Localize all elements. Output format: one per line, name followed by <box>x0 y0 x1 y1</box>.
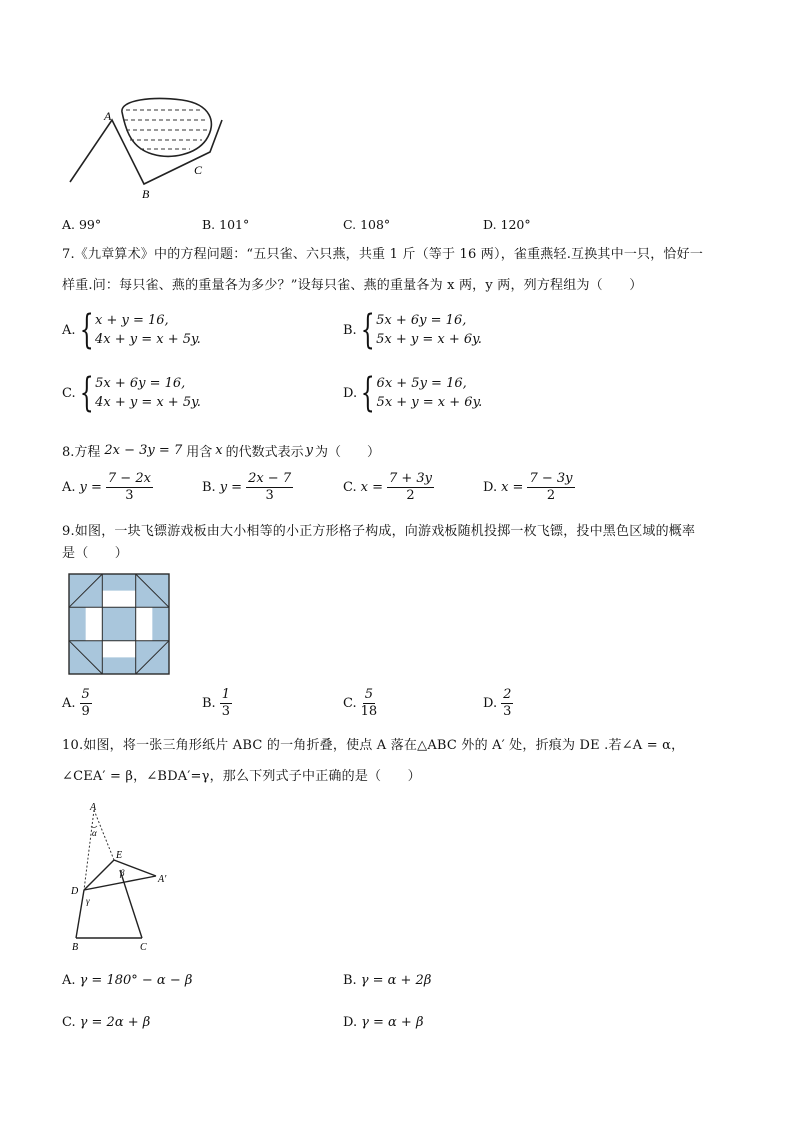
q7-c-eq2: 4x + y = x + 5y. <box>95 395 201 410</box>
q10-option-c[interactable] <box>62 1015 150 1030</box>
q8-c-num: 7 + 3y <box>387 472 434 488</box>
q10-b-letter: B. <box>343 973 357 988</box>
q8-option-c[interactable] <box>343 472 434 504</box>
q7-option-a-letter: A. <box>62 322 76 338</box>
q8-stem-equation: 2x − 3y = 7 <box>104 443 183 458</box>
q8-b-letter: B. <box>202 480 216 496</box>
q8-stem-var-y: y <box>305 443 313 458</box>
q8-c-fraction <box>387 472 434 504</box>
q9-a-letter: A. <box>62 696 76 712</box>
q8-c-den: 2 <box>406 488 415 504</box>
q10-stem-line1: 10.如图，将一张三角形纸片 ABC 的一角折叠，使点 A 落在△ABC 外的 A′ 处，折痕为 DE .若∠A = α， <box>62 738 685 753</box>
q10-a-letter: A. <box>62 973 76 988</box>
q7-option-c[interactable] <box>62 370 201 416</box>
q9-b-fraction <box>220 688 232 720</box>
q10-label-B: B <box>72 942 79 952</box>
q9-c-fraction <box>361 688 378 720</box>
q9-shade-right <box>152 607 169 640</box>
q9-b-den: 3 <box>221 704 230 720</box>
q8-c-letter: C. <box>343 480 357 496</box>
q8-a-fraction <box>106 472 153 504</box>
q6-option-b[interactable]: B. 101° <box>202 217 250 232</box>
q9-shaded-regions <box>69 574 169 674</box>
q9-d-num: 2 <box>501 688 513 704</box>
q9-option-a[interactable] <box>62 688 92 720</box>
q6-option-d[interactable]: D. 120° <box>483 217 531 232</box>
q8-stem <box>62 441 380 460</box>
q8-a-num: 7 − 2x <box>106 472 153 488</box>
q9-c-num: 5 <box>363 688 375 704</box>
q9-shade-bottom <box>102 657 135 674</box>
q7-c-eq1: 5x + 6y = 16, <box>95 376 186 391</box>
q7-option-d[interactable] <box>343 370 483 416</box>
brace-icon: { <box>79 370 94 416</box>
q9-a-num: 5 <box>80 688 92 704</box>
q9-d-den: 3 <box>503 704 512 720</box>
q7-option-c-letter: C. <box>62 385 76 401</box>
q6-figure <box>60 92 240 204</box>
q8-stem-var-x: x <box>215 443 223 458</box>
q7-a-eq2: 4x + y = x + 5y. <box>94 332 201 347</box>
q8-a-letter: A. <box>62 480 76 496</box>
q10-stem-line2: ∠CEA′ = β，∠BDA′=γ，那么下列式子中正确的是（ ） <box>62 769 421 784</box>
q8-option-a[interactable] <box>62 472 153 504</box>
q7-d-eq1: 6x + 5y = 16, <box>376 376 467 391</box>
q8-a-lhs: y = <box>79 480 102 496</box>
q9-stem-line1: 9.如图，一块飞镖游戏板由大小相等的小正方形格子构成，向游戏板随机投掷一枚飞镖，投中黑色区域的概率 <box>62 524 696 539</box>
q10-label-A: A <box>90 802 97 813</box>
q7-stem-line1: 7.《九章算术》中的方程问题：“五只雀、六只燕，共重 1 斤（等于 16 两），雀重燕轻.互换其中一只，恰好一 <box>62 247 704 262</box>
q6-label-C: C <box>194 163 203 177</box>
q10-option-d[interactable] <box>343 1015 423 1030</box>
q8-b-fraction <box>246 472 293 504</box>
q9-shade-left <box>69 607 86 640</box>
q9-a-fraction <box>80 688 92 720</box>
q8-d-den: 2 <box>546 488 556 504</box>
q7-d-eq2: 5x + y = x + 6y. <box>376 395 483 410</box>
q8-b-num: 2x − 7 <box>246 472 293 488</box>
q8-stem-mid2: 的代数式表示 <box>225 445 304 460</box>
q10-label-beta: β <box>120 868 125 878</box>
q10-label-C: C <box>140 942 147 952</box>
q9-a-den: 9 <box>81 704 90 720</box>
q10-triangle-figure <box>62 800 192 952</box>
q10-label-Aprime: A′ <box>158 874 167 885</box>
q7-stem-line2: 样重.问：每只雀、燕的重量各为多少？”设每只雀、燕的重量各为 x 两，y 两，列方程组为（ ） <box>62 278 643 293</box>
q8-option-d[interactable] <box>483 472 575 504</box>
q8-c-lhs: x = <box>360 480 383 496</box>
q6-label-B: B <box>142 187 150 201</box>
q10-option-a[interactable] <box>62 973 192 988</box>
q9-stem-line2: 是（ ） <box>62 546 129 561</box>
q9-option-c[interactable] <box>343 688 377 720</box>
q10-b-expr: γ = α + 2β <box>360 973 432 988</box>
q8-d-fraction <box>527 472 574 504</box>
q6-option-a[interactable]: A. 99° <box>62 217 102 232</box>
q8-option-b[interactable] <box>202 472 293 504</box>
q6-label-A: A <box>104 109 112 123</box>
q9-option-d[interactable] <box>483 688 513 720</box>
q8-d-lhs: x = <box>501 480 524 496</box>
q6-option-c[interactable]: C. 108° <box>343 217 391 232</box>
q9-shade-center <box>102 607 135 640</box>
q7-option-d-letter: D. <box>343 385 358 401</box>
q9-c-letter: C. <box>343 696 357 712</box>
q9-d-letter: D. <box>483 696 498 712</box>
q10-a-expr: γ = 180° − α − β <box>79 973 193 988</box>
q7-a-eq1: x + y = 16, <box>94 313 169 328</box>
q10-label-alpha: α <box>92 828 97 838</box>
q10-d-expr: γ = α + β <box>361 1015 424 1030</box>
q9-shade-top <box>102 574 135 591</box>
q9-b-letter: B. <box>202 696 216 712</box>
q10-label-E: E <box>116 850 123 861</box>
q10-c-expr: γ = 2α + β <box>79 1015 151 1030</box>
q8-stem-mid: 用含 <box>186 445 213 460</box>
brace-icon: { <box>360 370 375 416</box>
q10-option-b[interactable] <box>343 973 431 988</box>
q10-label-D: D <box>71 886 79 897</box>
q10-label-gamma: γ <box>86 896 90 906</box>
q7-option-a[interactable] <box>62 307 201 353</box>
q8-stem-pre: 8.方程 <box>62 445 101 460</box>
q8-d-num: 7 − 3y <box>527 472 574 488</box>
q10-c-letter: C. <box>62 1015 76 1030</box>
brace-icon: { <box>79 307 94 353</box>
q9-b-num: 1 <box>220 688 232 704</box>
q7-b-eq2: 5x + y = x + 6y. <box>376 332 482 347</box>
q7-option-b-letter: B. <box>343 322 357 338</box>
q9-option-b[interactable] <box>202 688 232 720</box>
brace-icon: { <box>360 307 375 353</box>
q8-a-den: 3 <box>125 488 134 504</box>
q8-b-lhs: y = <box>219 480 243 496</box>
q7-option-b[interactable] <box>343 307 482 353</box>
q9-dartboard-figure <box>68 573 170 675</box>
q9-c-den: 18 <box>360 704 378 720</box>
q10-d-letter: D. <box>343 1015 358 1030</box>
q7-b-eq1: 5x + 6y = 16, <box>376 313 467 328</box>
q8-stem-post: 为（ ） <box>314 445 380 460</box>
q8-d-letter: D. <box>483 480 498 496</box>
q8-b-den: 3 <box>265 488 274 504</box>
q9-d-fraction <box>501 688 513 720</box>
